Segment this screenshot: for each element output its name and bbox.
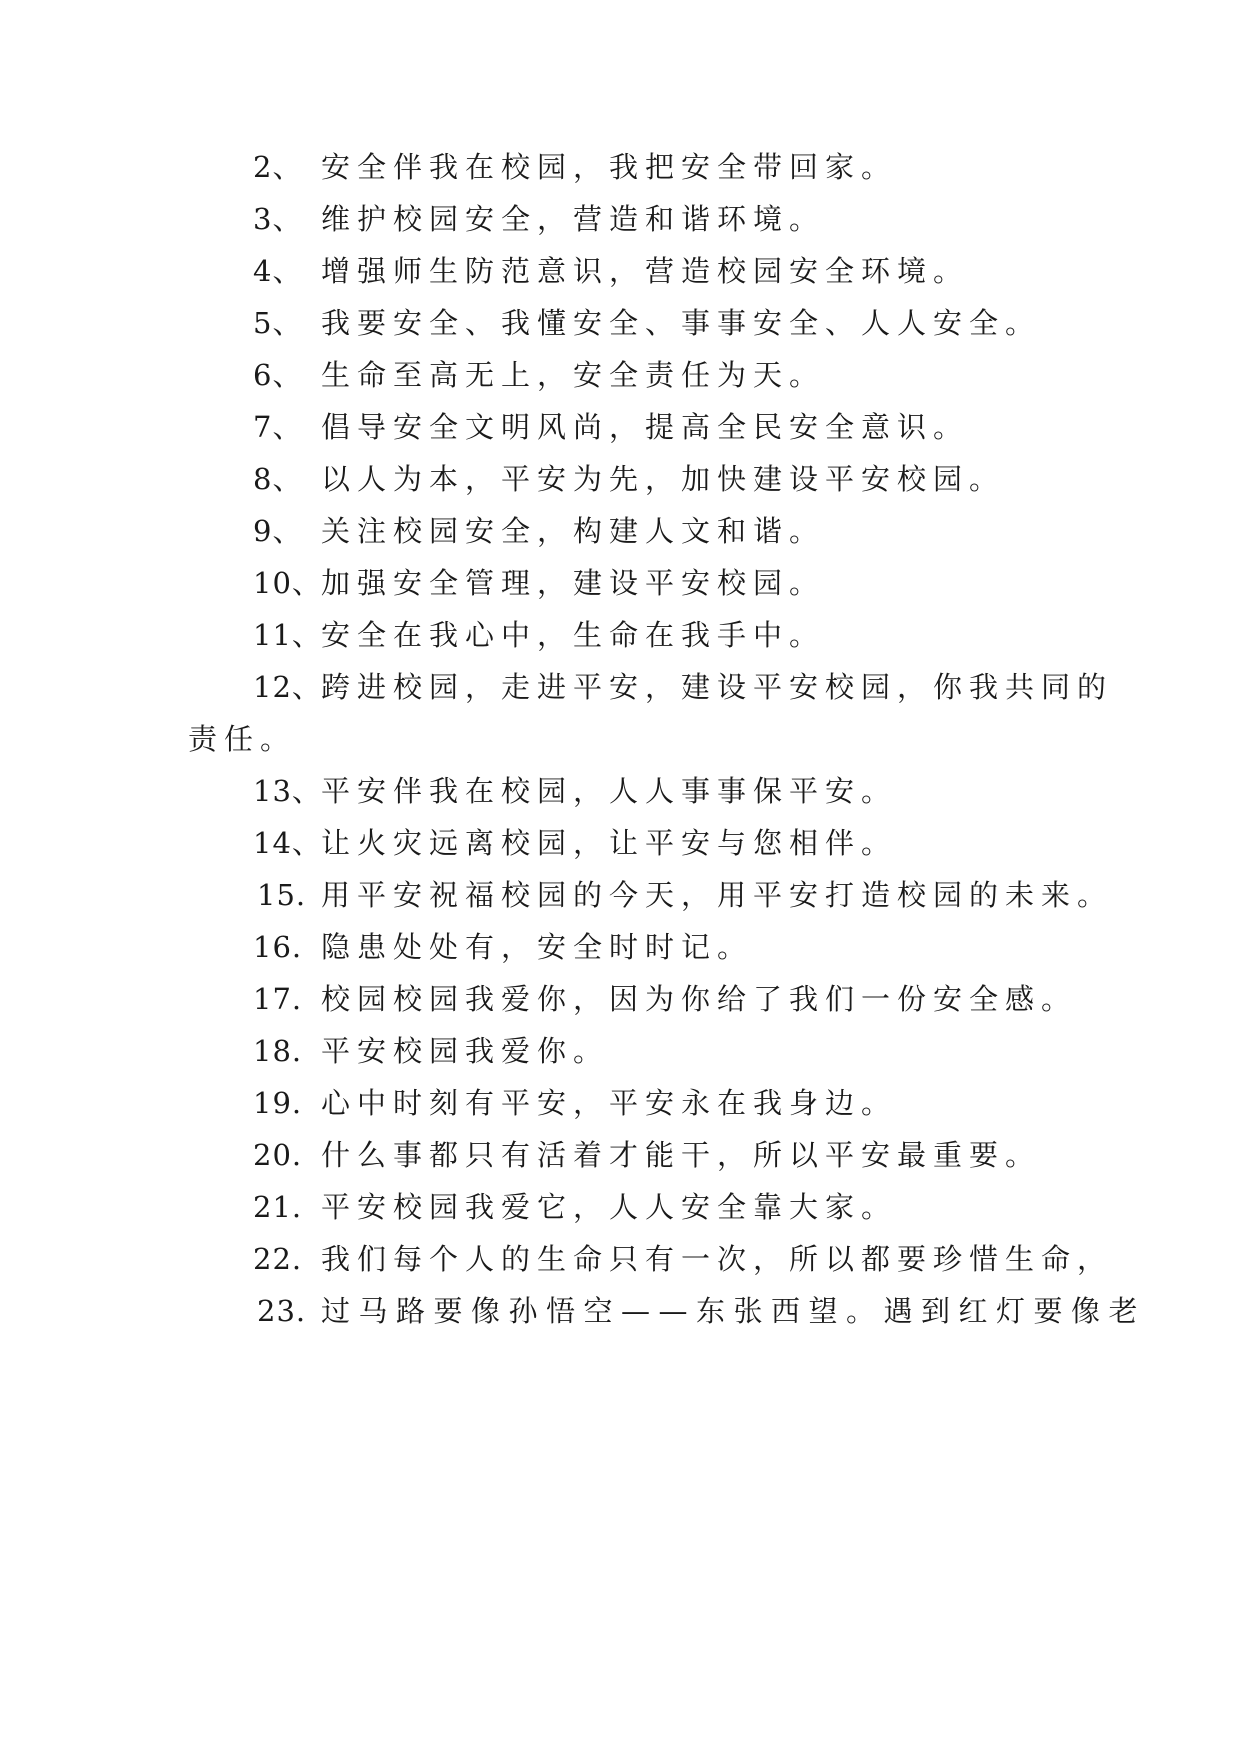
list-item-continuation: [188, 721, 296, 757]
list-item: [253, 1397, 321, 1433]
item-number: 4、: [253, 254, 303, 288]
list-item: [253, 929, 753, 965]
item-number: 12、: [253, 670, 322, 704]
item-text: 心中时刻有平安，平安永在我身边。: [321, 1086, 898, 1120]
item-text: 平安校园我爱你。: [321, 1034, 610, 1068]
list-item: [253, 1033, 609, 1069]
list-item: [253, 825, 897, 861]
list-item: [253, 1085, 897, 1121]
item-text: 隐患处处有，安全时时记。: [321, 930, 754, 964]
item-number: 10、: [253, 566, 322, 600]
item-text: 安全在我心中，生命在我手中。: [321, 618, 826, 652]
item-number: 22.: [253, 1242, 303, 1276]
list-item: [257, 877, 1113, 913]
item-number: 6、: [253, 358, 303, 392]
list-item: [253, 149, 897, 185]
item-text: 生命至高无上，安全责任为天。: [321, 358, 826, 392]
list-item: [257, 1293, 1146, 1329]
list-item: [253, 617, 825, 653]
item-number: 7、: [253, 410, 303, 444]
list-item: [253, 409, 969, 445]
item-number: 5、: [253, 306, 303, 340]
list-item: [253, 1137, 1041, 1173]
item-number: 17.: [253, 982, 303, 1016]
item-number: 21.: [253, 1190, 303, 1224]
item-text: 关注校园安全，构建人文和谐。: [321, 514, 826, 548]
item-number: 11、: [253, 618, 322, 652]
item-number: 13、: [253, 774, 322, 808]
item-text: 平安伴我在校园，人人事事保平安。: [321, 774, 898, 808]
item-text: 跨进校园，走进平安，建设平安校园，你我共同的: [321, 670, 1114, 704]
item-number: 16.: [253, 930, 303, 964]
item-number: 8、: [253, 462, 303, 496]
item-text: 加强安全管理，建设平安校园。: [321, 566, 826, 600]
item-number: 14、: [253, 826, 322, 860]
item-text: 倡导安全文明风尚，提高全民安全意识。: [321, 410, 970, 444]
list-item: [253, 201, 825, 237]
item-number: 9、: [253, 514, 303, 548]
list-item: [253, 305, 1041, 341]
item-text: 什么事都只有活着才能干，所以平安最重要。: [321, 1138, 1042, 1172]
item-text: 我们每个人的生命只有一次，所以都要珍惜生命，: [321, 1242, 1114, 1276]
list-item: [253, 253, 969, 289]
list-item: [253, 513, 825, 549]
item-text: 以人为本，平安为先，加快建设平安校园。: [321, 462, 1006, 496]
item-number: 19.: [253, 1086, 303, 1120]
list-item: [253, 669, 1113, 705]
list-item: [253, 981, 1077, 1017]
item-number: 3、: [253, 202, 303, 236]
item-number: 18.: [253, 1034, 303, 1068]
item-number: 20.: [253, 1138, 303, 1172]
item-number: 2、: [253, 150, 303, 184]
item-text: 平安校园我爱它，人人安全靠大家。: [321, 1190, 898, 1224]
item-text: 责任。: [188, 722, 297, 756]
item-text: 校园校园我爱你，因为你给了我们一份安全感。: [321, 982, 1078, 1016]
item-text: 维护校园安全，营造和谐环境。: [321, 202, 826, 236]
list-item: [253, 773, 897, 809]
list-item: [253, 357, 825, 393]
item-number: 23.: [257, 1294, 307, 1328]
list-item: [253, 1241, 1113, 1277]
list-item: [253, 565, 825, 601]
item-text: 用平安祝福校园的今天，用平安打造校园的未来。: [321, 878, 1114, 912]
item-text: 安全伴我在校园，我把安全带回家。: [321, 150, 898, 184]
item-text: 过马路要像孙悟空——东张西望。遇到红灯要像老: [321, 1294, 1147, 1328]
item-text: 让火灾远离校园，让平安与您相伴。: [321, 826, 898, 860]
item-text: 我要安全、我懂安全、事事安全、人人安全。: [321, 306, 1042, 340]
item-text: 增强师生防范意识，营造校园安全环境。: [321, 254, 970, 288]
list-item: [253, 461, 1005, 497]
item-number: 15.: [257, 878, 307, 912]
list-item: [253, 1189, 897, 1225]
